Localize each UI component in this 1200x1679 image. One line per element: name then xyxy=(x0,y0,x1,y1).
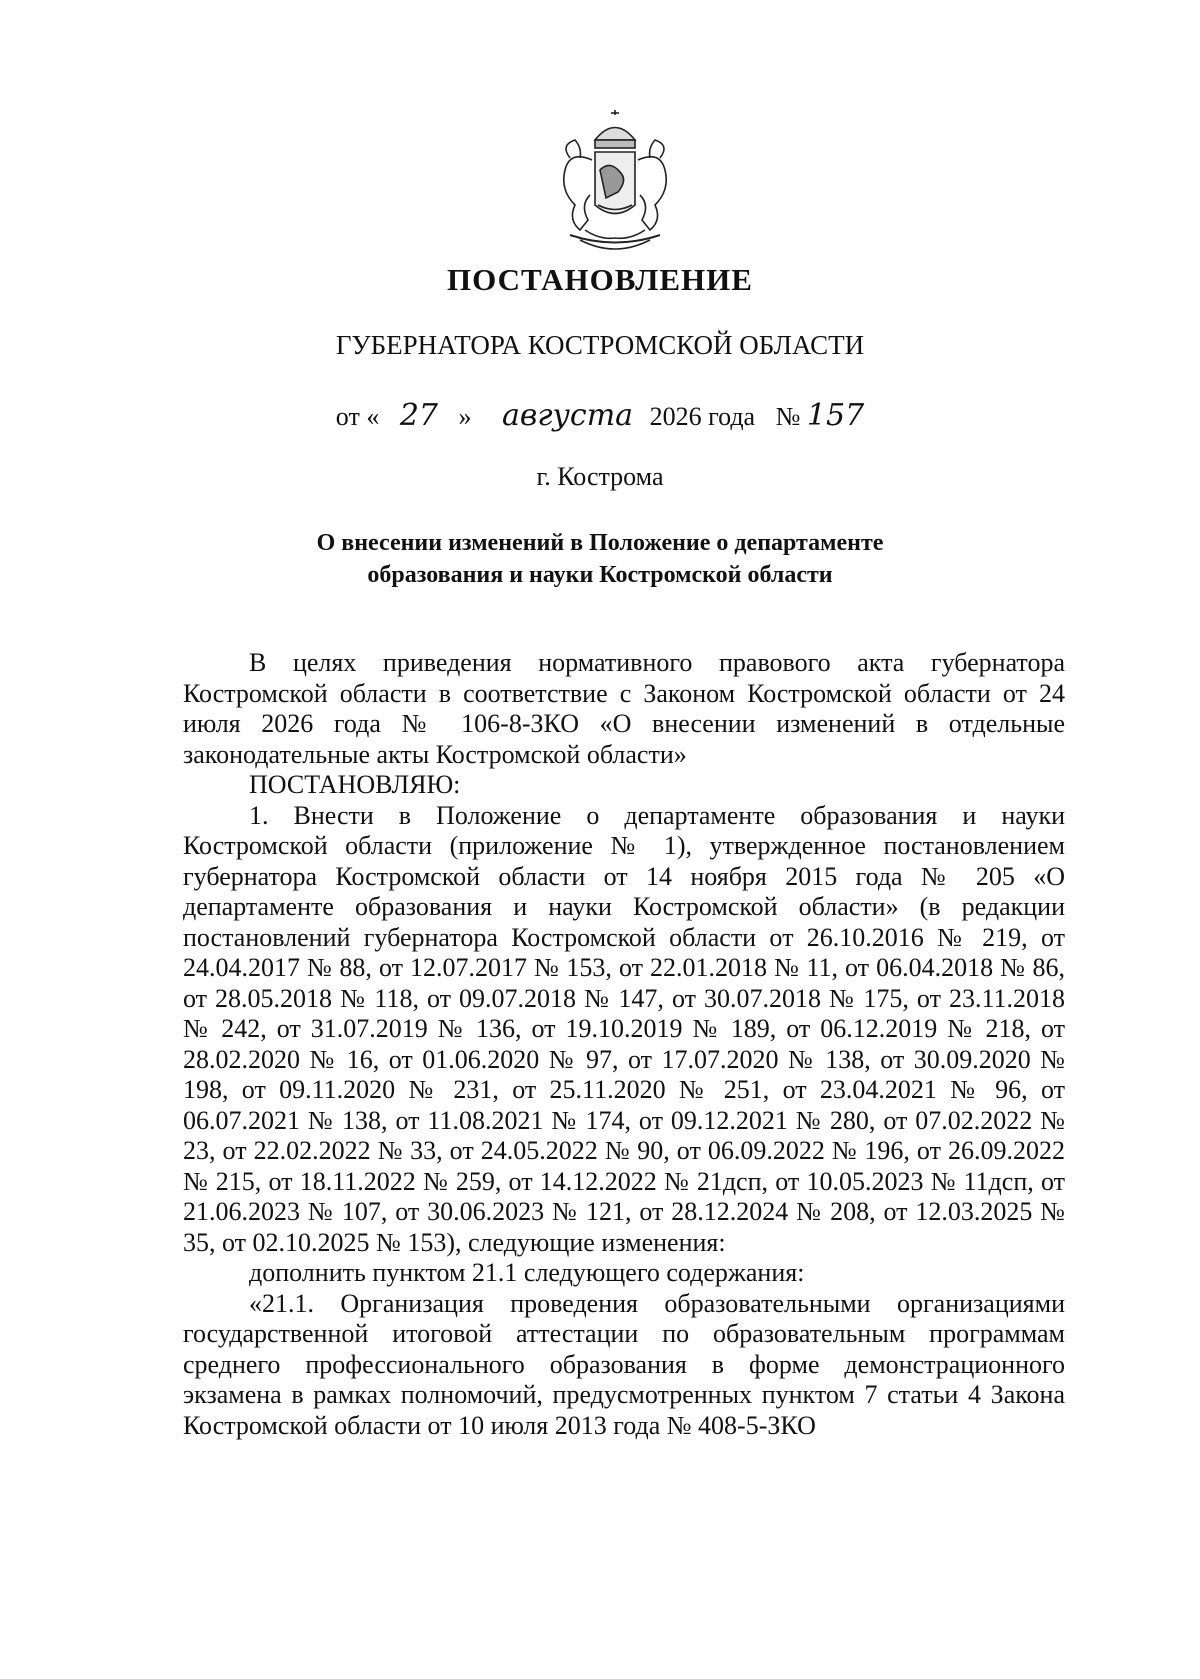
document-heading xyxy=(0,527,1200,591)
document-title: ПОСТАНОВЛЕНИЕ xyxy=(447,262,753,297)
clause-21-1-paragraph: «21.1. Организация проведения образовательными организациями государственной итоговой аттестации по образовательным программам среднего профессионального образования в форме демонстрационного экзамена в рамках полномочий, предусмотренных пунктом 7 статьи 4 Закона Костромской области от 10 июля 2013 года № 408-5-ЗКО xyxy=(183,1288,1065,1440)
city-name: г. Кострома xyxy=(536,462,664,491)
date-day: 27 xyxy=(399,398,439,433)
document-number: 157 xyxy=(806,398,865,433)
clause-addition-paragraph: дополнить пунктом 21.1 следующего содержания: xyxy=(249,1258,805,1287)
document-issuer: ГУБЕРНАТОРА КОСТРОМСКОЙ ОБЛАСТИ xyxy=(335,330,865,360)
heading-line-2: образования и науки Костромской области xyxy=(367,562,833,588)
number-prefix: № xyxy=(775,402,801,431)
date-prefix: от « xyxy=(335,402,380,431)
document-body xyxy=(183,648,1065,1441)
heading-line-1: О внесении изменений в Положение о департаменте xyxy=(316,530,884,556)
clause-1-paragraph: 1. Внести в Положение о департаменте образования и науки Костромской области (приложение № 1), утвержденное постановлением губернатора Костромской области от 14 ноября 2015 года № 205 «О департаменте образования и науки Костромской области» (в редакции постановлений губернатора Костромской области от 26.10.2016 № 219, от 24.04.2017 № 88, от 12.07.2017 № 153, от 22.01.2018 № 11, от 06.04.2018 № 86, от 28.05.2018 № 118, от 09.07.2018 № 147, от 30.07.2018 № 175, от 23.11.2018 № 242, от 31.07.2019 № 136, от 19.10.2019 № 189, от 06.12.2019 № 218, от 28.02.2020 № 16, от 01.06.2020 № 97, от 17.07.2020 № 138, от 30.09.2020 № 198, от 09.11.2020 № 231, от 25.11.2020 № 251, от 23.04.2021 № 96, от 06.07.2021 № 138, от 11.08.2021 № 174, от 09.12.2021 № 280, от 07.02.2022 № 23, от 22.02.2022 № 33, от 24.05.2022 № 90, от 06.09.2022 № 196, от 26.09.2022 № 215, от 18.11.2022 № 259, от 14.12.2022 № 21дсп, от 10.05.2023 № 11дсп, от 21.06.2023 № 107, от 30.06.2023 № 121, от 28.12.2024 № 208, от 12.03.2025 № 35, от 02.10.2025 № 153), следующие изменения: xyxy=(183,800,1065,1257)
date-year: 2026 года xyxy=(649,402,756,431)
date-mid: » xyxy=(458,402,472,431)
date-line xyxy=(0,398,1200,433)
resolution-word: ПОСТАНОВЛЯЮ: xyxy=(249,770,461,799)
date-month: августа xyxy=(502,398,634,433)
coat-of-arms-emblem xyxy=(540,110,690,260)
preamble-paragraph: В целях приведения нормативного правового акта губернатора Костромской области в соответствие с Законом Костромской области от 24 июля 2026 года № 106-8-ЗКО «О внесении изменений в отдельные законодательные акты Костромской области» xyxy=(183,648,1065,769)
